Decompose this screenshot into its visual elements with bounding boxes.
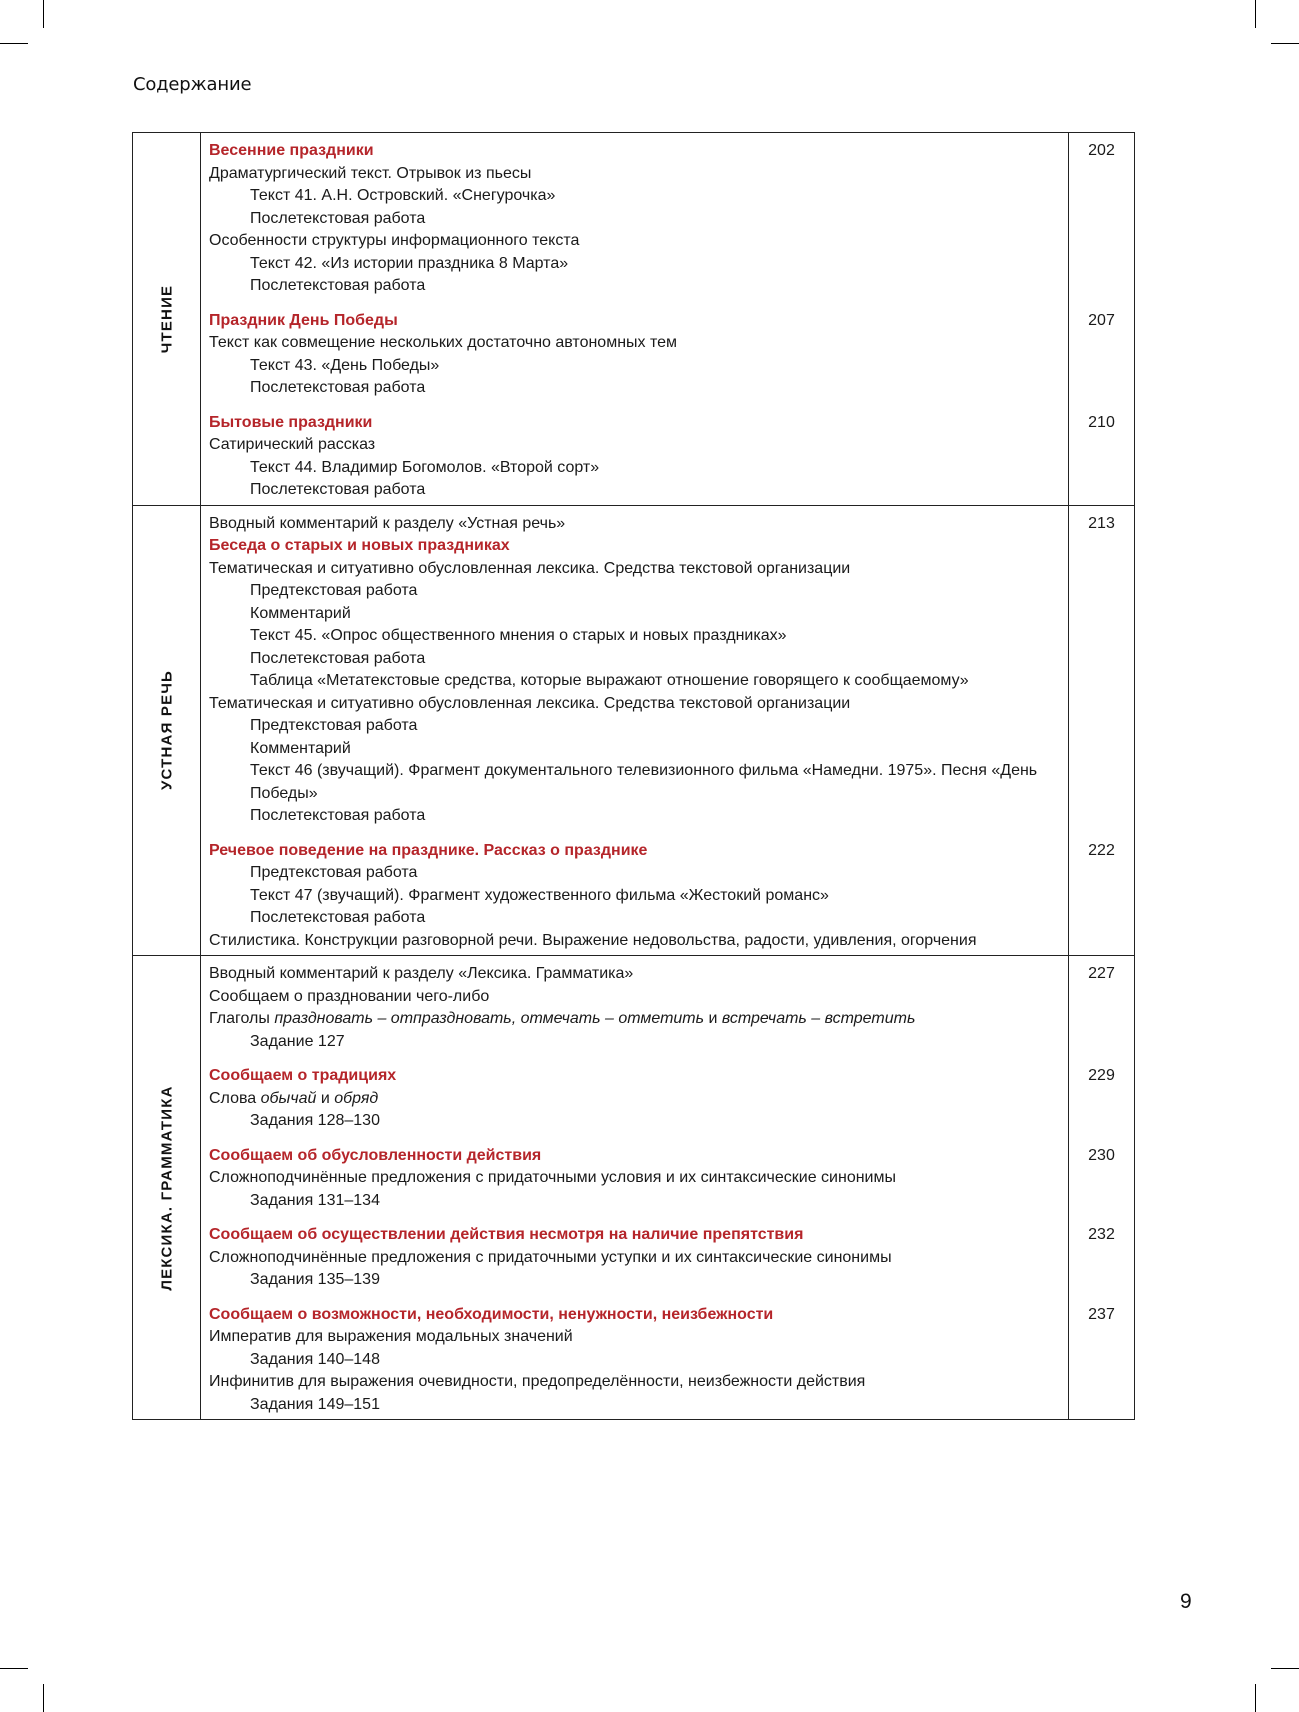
toc-block [209,140,1060,298]
page-ref: 202 [1088,142,1115,159]
toc-entry: Предтекстовая работа [250,717,418,734]
section-content-cell [201,505,1069,956]
toc-block [209,963,1060,1053]
section-label-cell [133,505,201,956]
toc-heading: Праздник День Победы [209,311,398,329]
toc-entry: Послетекстовая работа [250,209,426,227]
toc-page-group [1069,1224,1134,1292]
running-head: Содержание [133,74,252,95]
toc-entry: Текст 45. «Опрос общественного мнения о старых и новых праздниках» [250,627,787,644]
crop-mark [1271,1668,1299,1669]
toc-entry: Тематическая и ситуативно обусловленная лексика. Средства текстовой организации [209,559,851,577]
toc-entry: Текст 44. Владимир Богомолов. «Второй сорт» [250,458,600,476]
section-label: ЧТЕНИЕ [158,284,175,354]
toc-entry: Драматургический текст. Отрывок из пьесы [209,164,532,182]
toc-entry-italic-term: встречать – встретить [721,1010,916,1027]
toc-table [132,132,1135,1420]
toc-heading: Бытовые праздники [209,413,373,431]
toc-entry: Таблица «Метатекстовые средства, которые выражают отношение говорящего к сообщаемому» [250,672,969,689]
toc-entry: Особенности структуры информационного текста [209,232,580,249]
section-pages-cell [1069,133,1135,506]
toc-entry: Послетекстовая работа [250,807,426,824]
toc-entry: Послетекстовая работа [250,481,426,498]
toc-page-group [1069,310,1134,400]
toc-block [209,1065,1060,1133]
toc-entry: Комментарий [250,739,351,757]
page-ref: 213 [1088,514,1115,532]
toc-page-group [1069,412,1134,502]
toc-block [209,310,1060,400]
toc-entry: Задание 127 [250,1032,345,1050]
toc-heading: Весенние праздники [209,142,374,159]
toc-entry: Стилистика. Конструкции разговорной речи. Выражение недовольства, радости, удивления, огорчения [209,931,977,949]
crop-mark [1255,0,1256,28]
toc-entry-text: Глаголы [209,1010,275,1027]
toc-page-group [1069,1065,1134,1133]
section-label: ЛЕКСИКА. ГРАММАТИКА [158,1084,175,1291]
toc-page-group [1069,1304,1134,1417]
toc-page-group [1069,963,1134,1053]
toc-section-row [133,505,1135,956]
toc-entry: Сатирический рассказ [209,436,376,453]
toc-block [209,1145,1060,1213]
toc-entry: Послетекстовая работа [250,649,426,667]
crop-mark [0,1668,28,1669]
toc-page-group [1069,513,1134,828]
crop-mark [1255,1684,1256,1712]
toc-section-row [133,133,1135,506]
page-ref: 227 [1088,965,1115,982]
toc-entry-text: Слова [209,1089,261,1107]
toc-heading: Сообщаем об обусловленности действия [209,1146,542,1164]
toc-entry: Сообщаем о праздновании чего-либо [209,987,490,1005]
toc-entry-text: и [704,1010,722,1027]
toc-entry: Предтекстовая работа [250,864,418,881]
toc-page-group [1069,840,1134,953]
toc-heading: Сообщаем о возможности, необходимости, ненужности, неизбежности [209,1305,774,1323]
toc-block [209,513,1060,828]
toc-entry: Текст 47 (звучащий). Фрагмент художественного фильма «Жестокий романс» [250,886,829,904]
toc-entry: Императив для выражения модальных значений [209,1328,573,1345]
toc-page-group [1069,1145,1134,1213]
toc-entry: Инфинитив для выражения очевидности, предопределённости, неизбежности действия [209,1373,866,1390]
toc-entry: Текст 42. «Из истории праздника 8 Марта» [250,254,569,272]
page-ref: 207 [1088,311,1115,329]
toc-entry: Задания 149–151 [250,1395,380,1413]
crop-mark [43,0,44,28]
toc-entry: Текст 41. А.Н. Островский. «Снегурочка» [250,187,556,204]
section-label: УСТНАЯ РЕЧЬ [158,670,175,791]
toc-entry: Предтекстовая работа [250,582,418,599]
toc-block [209,1304,1060,1417]
toc-entry: Задания 131–134 [250,1191,380,1209]
toc-entry: Текст 46 (звучащий). Фрагмент документального телевизионного фильма «Намедни. 1975». Песня «День Победы» [250,762,1038,802]
crop-mark [43,1684,44,1712]
toc-entry: Послетекстовая работа [250,277,426,294]
section-pages-cell [1069,956,1135,1420]
toc-heading: Сообщаем об осуществлении действия несмотря на наличие препятствия [209,1226,804,1243]
toc-entry: Вводный комментарий к разделу «Лексика. Грамматика» [209,965,634,982]
page-ref: 222 [1088,841,1115,859]
toc-entry: Вводный комментарий к разделу «Устная речь» [209,514,566,532]
toc-heading: Беседа о старых и новых праздниках [209,537,510,554]
toc-entry: Текст как совмещение нескольких достаточно автономных тем [209,334,678,351]
toc-entry [209,1088,1060,1111]
section-label-cell [133,956,201,1420]
toc-page-group [1069,140,1134,298]
toc-entry: Комментарий [250,604,351,622]
toc-block [209,412,1060,502]
crop-mark [0,43,28,44]
toc-entry: Тематическая и ситуативно обусловленная лексика. Средства текстовой организации [209,694,851,712]
toc-entry: Задания 128–130 [250,1112,380,1129]
section-content-cell [201,956,1069,1420]
toc-entry-italic-term: обряд [334,1089,379,1107]
toc-heading: Речевое поведение на празднике. Рассказ о празднике [209,841,648,859]
page-ref: 232 [1088,1226,1115,1243]
toc-body [133,133,1135,1420]
toc-entry: Задания 135–139 [250,1271,380,1288]
toc-section-row [133,956,1135,1420]
page-ref: 230 [1088,1146,1115,1164]
page-ref: 229 [1088,1067,1115,1084]
toc-entry: Задания 140–148 [250,1350,380,1368]
toc-entry [209,1008,1060,1031]
toc-entry: Послетекстовая работа [250,379,426,396]
section-label-cell [133,133,201,506]
toc-block [209,1224,1060,1292]
toc-entry-text: и [316,1089,335,1107]
page-number: 9 [1180,1590,1192,1613]
crop-mark [1271,43,1299,44]
toc-block [209,840,1060,953]
section-pages-cell [1069,505,1135,956]
toc-entry: Сложноподчинённые предложения с придаточными условия и их синтаксические синонимы [209,1169,896,1186]
toc-entry-italic-term: обычай [260,1089,317,1107]
page-ref: 210 [1088,413,1115,431]
page-ref: 237 [1088,1305,1115,1323]
toc-entry: Послетекстовая работа [250,909,426,926]
toc-heading: Сообщаем о традициях [209,1067,397,1084]
toc-entry: Текст 43. «День Победы» [250,356,440,374]
toc-entry-italic-term: праздновать – отпраздновать, отмечать – отметить [274,1010,705,1027]
section-content-cell [201,133,1069,506]
toc-entry: Сложноподчинённые предложения с придаточными уступки и их синтаксические синонимы [209,1248,892,1266]
